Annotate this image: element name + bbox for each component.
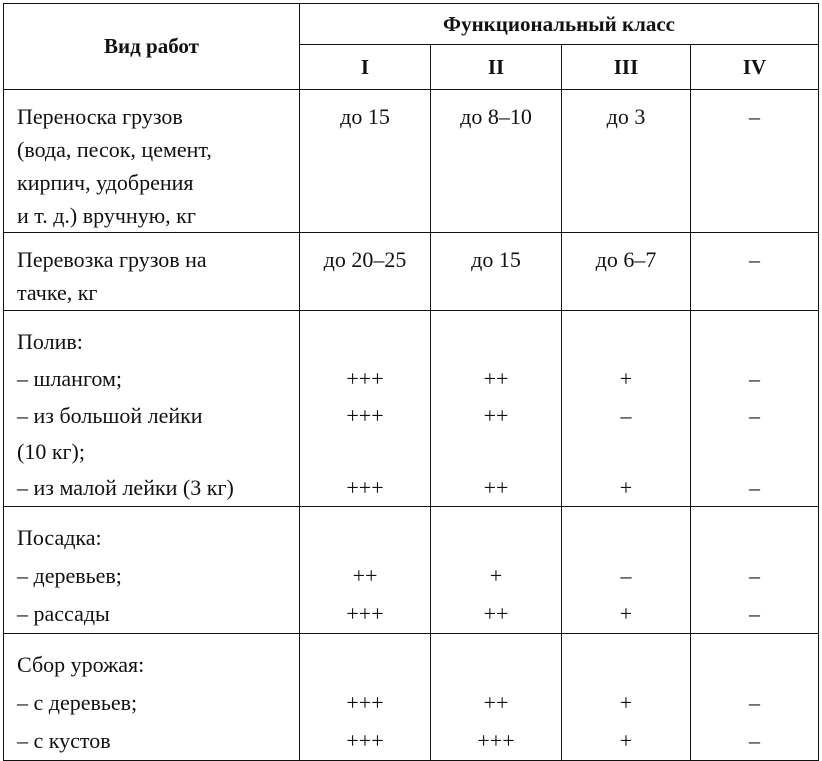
cell-value <box>431 434 561 469</box>
cell-value <box>691 434 818 469</box>
cell-value: + <box>619 475 633 500</box>
cell-value: + <box>489 563 503 588</box>
cell-class-1 <box>300 311 431 507</box>
cell-class-1 <box>300 634 431 761</box>
row-label <box>4 233 300 311</box>
row-label <box>4 311 300 507</box>
cell-class-3 <box>562 311 691 507</box>
cell-class-2 <box>431 311 562 507</box>
header-row-1 <box>4 4 819 45</box>
cell-class-2 <box>431 507 562 634</box>
label-line: (10 кг); <box>17 439 85 464</box>
table-row <box>4 507 819 634</box>
table-row <box>4 233 819 311</box>
cell-value: ++ <box>483 366 509 391</box>
label-line: – с кустов <box>17 728 111 753</box>
cell-value: + <box>619 728 633 753</box>
cell-class-4 <box>691 311 819 507</box>
work-class-table <box>3 3 819 761</box>
cell-value: ++ <box>483 403 509 428</box>
cell-value: до 15 <box>340 104 390 129</box>
header-class-1: I <box>300 45 431 90</box>
cell-value: ++ <box>483 690 509 715</box>
cell-value <box>300 323 430 360</box>
cell-value <box>431 646 561 684</box>
cell-class-2 <box>431 233 562 311</box>
cell-value <box>562 646 690 684</box>
cell-value: + <box>619 690 633 715</box>
row-label <box>4 507 300 634</box>
cell-value: – <box>749 601 761 626</box>
cell-value: до 3 <box>606 104 646 129</box>
cell-value: – <box>749 247 761 272</box>
cell-value: +++ <box>346 601 384 626</box>
cell-class-4 <box>691 634 819 761</box>
cell-value: – <box>749 563 761 588</box>
cell-value: + <box>619 601 633 626</box>
cell-value <box>691 519 818 557</box>
cell-value <box>300 519 430 557</box>
label-line: Полив: <box>17 329 83 354</box>
label-line: Перевозка грузов на <box>17 247 207 272</box>
header-class-3: III <box>562 45 691 90</box>
cell-value <box>691 323 818 360</box>
cell-value: – <box>749 403 761 428</box>
cell-value: – <box>749 104 761 129</box>
cell-class-1 <box>300 90 431 233</box>
cell-value: ++ <box>483 601 509 626</box>
table-row <box>4 634 819 761</box>
cell-value: +++ <box>346 475 384 500</box>
cell-value: – <box>620 563 632 588</box>
cell-class-3 <box>562 507 691 634</box>
label-line: Переноска грузов <box>17 104 183 129</box>
label-line: тачке, кг <box>17 280 98 305</box>
cell-class-2 <box>431 90 562 233</box>
label-line: – шлангом; <box>17 366 123 391</box>
row-label <box>4 634 300 761</box>
label-line: – рассады <box>17 601 110 626</box>
cell-class-4 <box>691 507 819 634</box>
cell-value: +++ <box>346 366 384 391</box>
cell-value <box>300 434 430 469</box>
cell-class-1 <box>300 507 431 634</box>
label-line: – из большой лейки <box>17 403 203 428</box>
cell-value: – <box>749 690 761 715</box>
cell-value: +++ <box>346 690 384 715</box>
cell-class-4 <box>691 90 819 233</box>
cell-class-3 <box>562 634 691 761</box>
cell-value: + <box>619 366 633 391</box>
cell-value: +++ <box>477 728 515 753</box>
cell-value: ++ <box>483 475 509 500</box>
cell-value: – <box>749 728 761 753</box>
cell-value <box>562 519 690 557</box>
table-row <box>4 311 819 507</box>
label-line: – с деревьев; <box>17 690 138 715</box>
header-class-4: IV <box>691 45 819 90</box>
label-line: – деревьев; <box>17 563 122 588</box>
cell-value <box>431 519 561 557</box>
row-label <box>4 90 300 233</box>
header-class-2: II <box>431 45 562 90</box>
cell-value: до 8–10 <box>460 104 532 129</box>
cell-value: – <box>749 366 761 391</box>
label-line: кирпич, удобрения <box>17 170 194 195</box>
cell-value <box>691 646 818 684</box>
cell-value: до 20–25 <box>323 247 407 272</box>
cell-value <box>562 434 690 469</box>
cell-value: +++ <box>346 728 384 753</box>
cell-value: +++ <box>346 403 384 428</box>
table-row <box>4 90 819 233</box>
label-line: и т. д.) вручную, кг <box>17 203 196 228</box>
cell-class-1 <box>300 233 431 311</box>
cell-value: до 15 <box>471 247 521 272</box>
label-line: (вода, песок, цемент, <box>17 137 212 162</box>
cell-class-3 <box>562 90 691 233</box>
label-line: – из малой лейки (3 кг) <box>17 475 234 500</box>
header-work-type: Вид работ <box>4 4 300 90</box>
cell-value: ++ <box>352 563 378 588</box>
cell-class-2 <box>431 634 562 761</box>
header-functional-class: Функциональный класс <box>300 4 819 45</box>
label-line: Посадка: <box>17 525 102 550</box>
cell-value <box>562 323 690 360</box>
cell-value <box>431 323 561 360</box>
cell-class-4 <box>691 233 819 311</box>
cell-value <box>300 646 430 684</box>
cell-value: до 6–7 <box>595 247 657 272</box>
cell-value: – <box>620 403 632 428</box>
cell-class-3 <box>562 233 691 311</box>
label-line: Сбор урожая: <box>17 652 145 677</box>
cell-value: – <box>749 475 761 500</box>
